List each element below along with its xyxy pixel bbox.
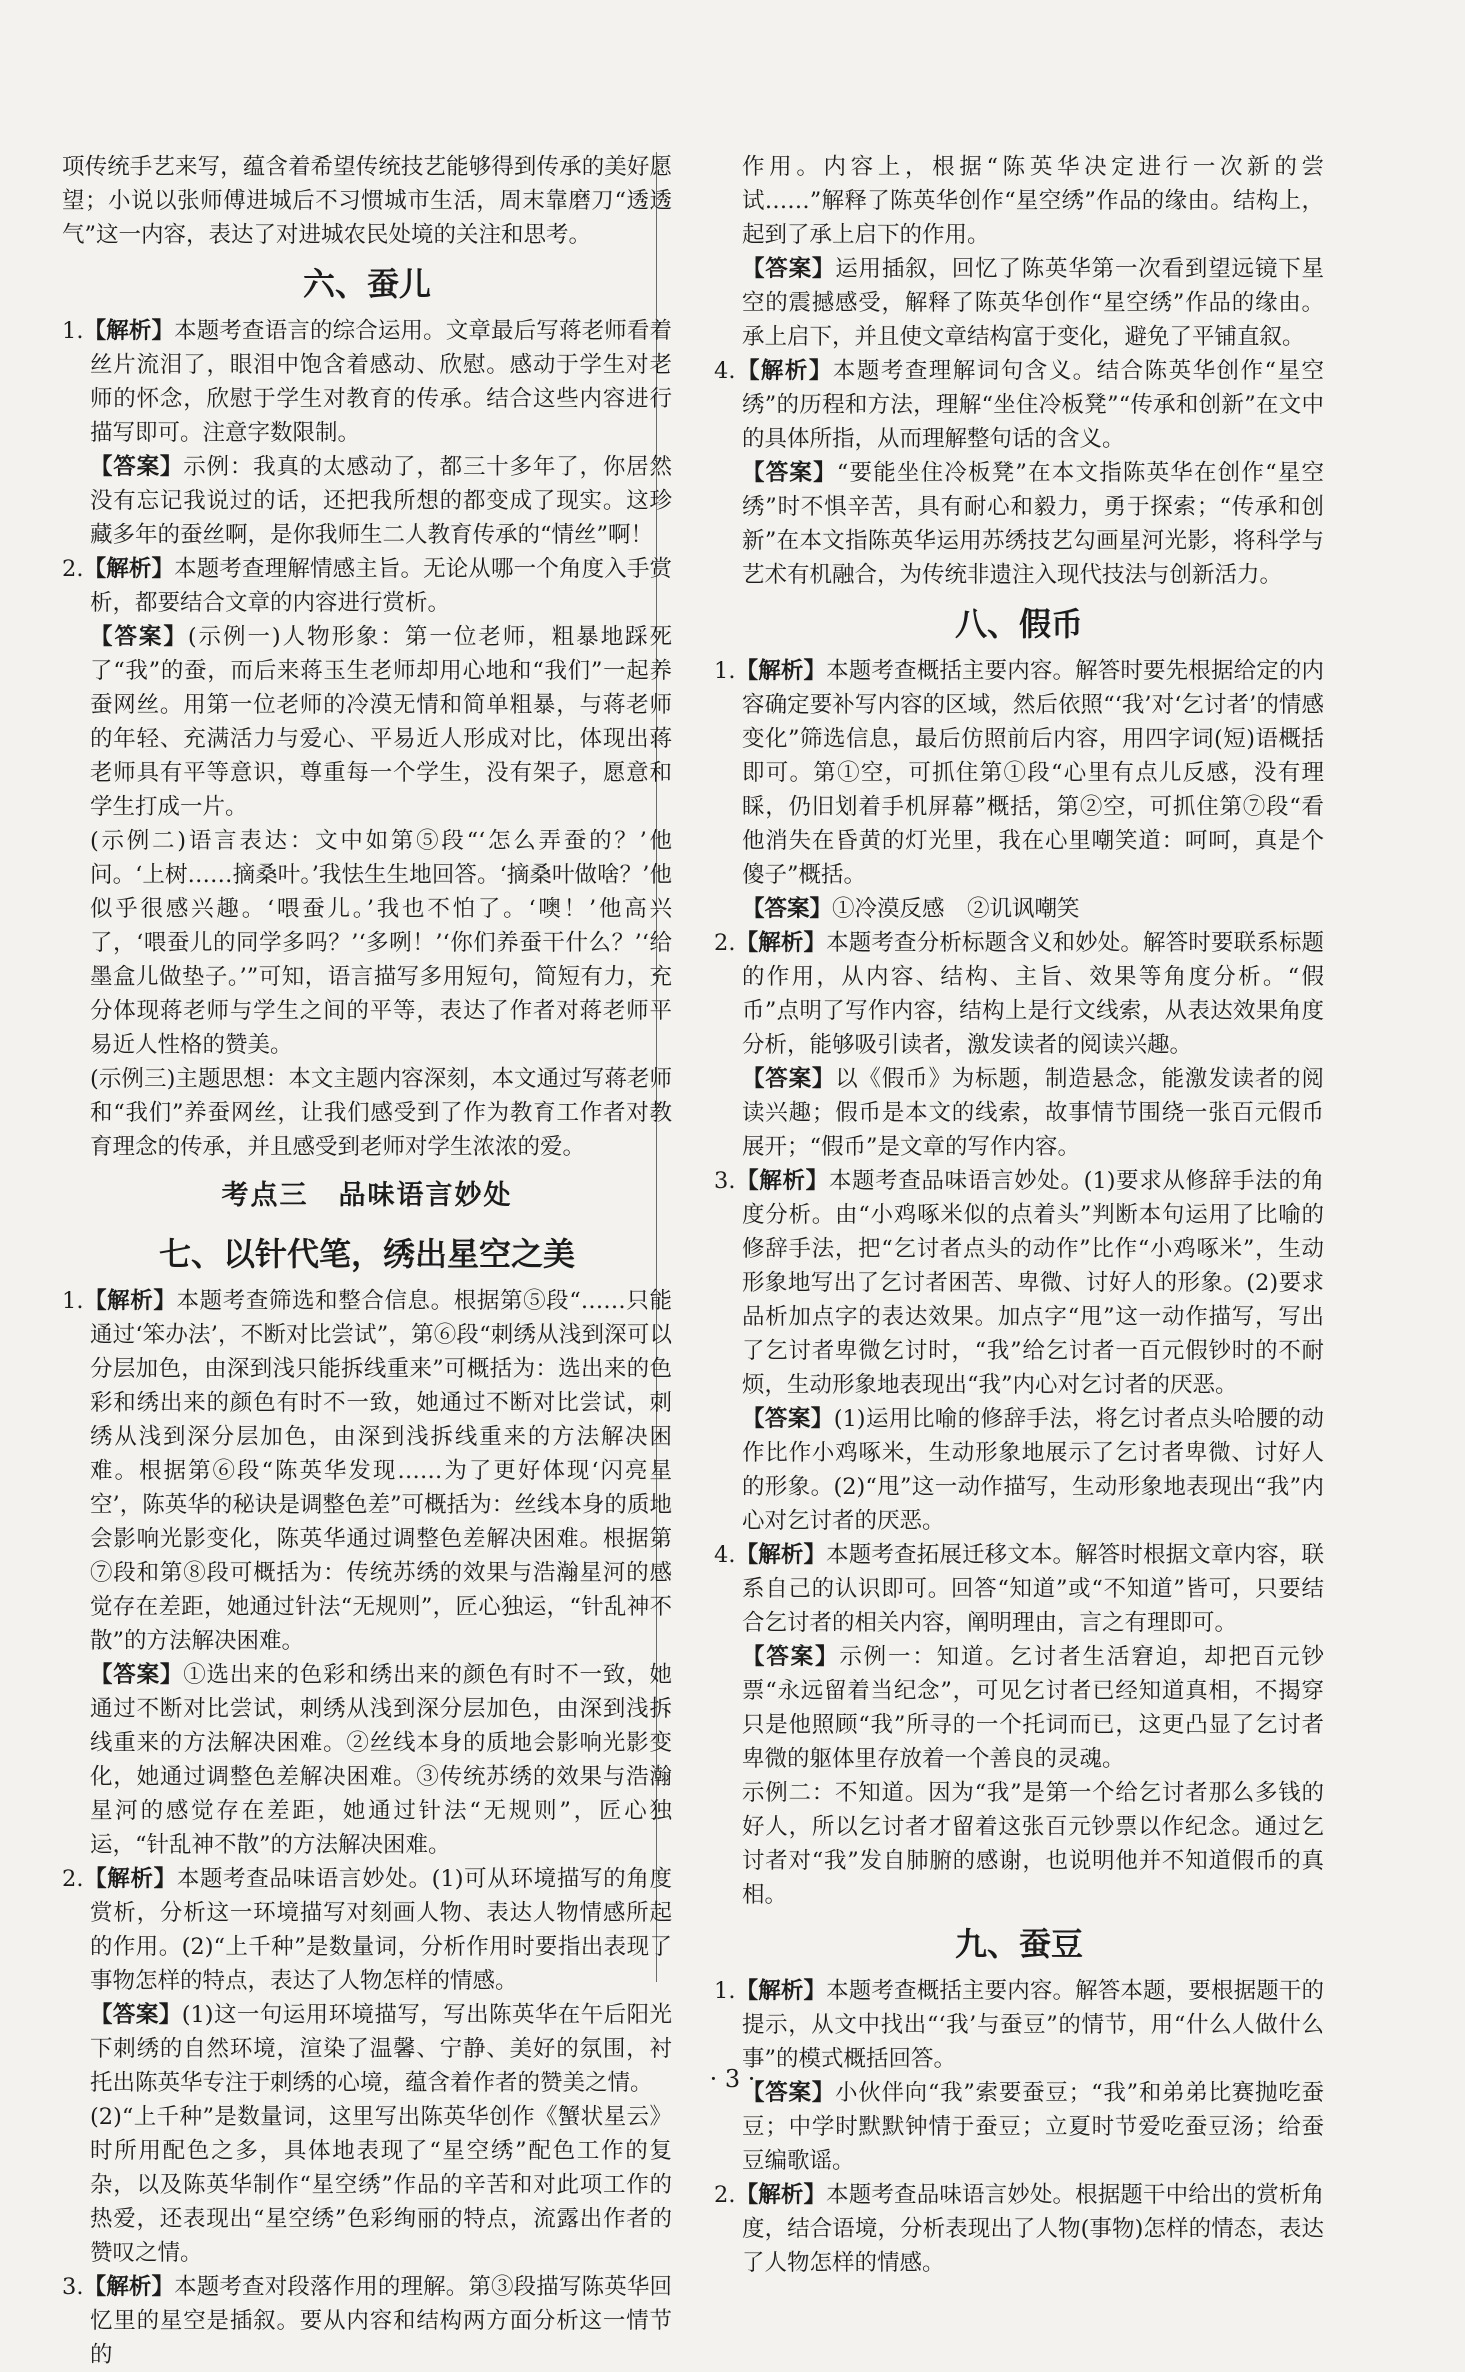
- sec7-q2-answer-2: (2)“上千种”是数量词，这里写出陈英华创作《蟹状星云》时所用配色之多，具体地表现了“星空绣”配色工作的复杂，以及陈英华制作“星空绣”作品的辛苦和对此项工作的热爱，还表现出“星空绣”色彩绚丽的特点，流露出作者的赞叹之情。: [90, 2104, 672, 2266]
- sec6-q2-example-2: (示例二)语言表达：文中如第⑤段“‘怎么弄蚕的？’他问。‘上树……摘桑叶。’我怯生生地回答。‘摘桑叶做啥？’他似乎很感兴趣。‘喂蚕儿。’我也不怕了。‘噢！’他高兴了，‘喂蚕儿的同学多吗？’‘多咧！’‘你们养蚕干什么？’‘给墨盒儿做垫子。’”可知，语言描写多用短句，简短有力，充分体现蒋老师与学生之间的平等，表达了作者对蒋老师平易近人性格的赞美。: [90, 828, 672, 1058]
- sec6-q2-analysis: 2.【解析】本题考查理解情感主旨。无论从哪一个角度入手赏析，都要结合文章的内容进行赏析。: [62, 556, 672, 616]
- sec9-q1-answer: 【答案】小伙伴向“我”索要蚕豆；“我”和弟弟比赛抛吃蚕豆；中学时默默钟情于蚕豆；立夏时节爱吃蚕豆汤；给蚕豆编歌谣。: [742, 2080, 1324, 2174]
- section-8-title: 八、假币: [954, 605, 1083, 643]
- sec8-q2-answer: 【答案】以《假币》为标题，制造悬念，能激发读者的阅读兴趣；假币是本文的线索，故事情节围绕一张百元假币展开；“假币”是文章的写作内容。: [742, 1066, 1324, 1160]
- kaodian-heading: 考点三 品味语言妙处: [221, 1180, 513, 1211]
- sec9-q1-analysis: 1.【解析】本题考查概括主要内容。解答本题，要根据题干的提示，从文中找出“‘我’与蚕豆”的情节，用“什么人做什么事”的模式概括回答。: [714, 1978, 1324, 2072]
- sec6-q1-answer: 【答案】示例：我真的太感动了，都三十多年了，你居然没有忘记我说过的话，还把我所想的都变成了现实。这珍藏多年的蚕丝啊，是你我师生二人教育传承的“情丝”啊！: [90, 454, 672, 548]
- sec8-q1-analysis: 1.【解析】本题考查概括主要内容。解答时要先根据给定的内容确定要补写内容的区域，然后依照“‘我’对‘乞讨者’的情感变化”筛选信息，最后仿照前后内容，用四字词(短)语概括即可。第①空，可抓住第①段“心里有点儿反感，没有理睬，仍旧划着手机屏幕”概括，第②空，可抓住第⑦段“看他消失在昏黄的灯光里，我在心里嘲笑道：呵呵，真是个傻子”概括。: [714, 658, 1324, 888]
- sec7-q4-answer: 【答案】“要能坐住冷板凳”在本文指陈英华在创作“星空绣”时不惧辛苦，具有耐心和毅力，勇于探索；“传承和创新”在本文指陈英华运用苏绣技艺勾画星河光影，将科学与艺术有机融合，为传统非遗注入现代技法与创新活力。: [742, 460, 1324, 588]
- sec8-q1-answer: 【答案】①冷漠反感 ②讥讽嘲笑: [742, 896, 1080, 922]
- sec6-q1-analysis: 1.【解析】本题考查语言的综合运用。文章最后写蒋老师看着丝片流泪了，眼泪中饱含着感动、欣慰。感动于学生对老师的怀念，欣慰于学生对教育的传承。结合这些内容进行描写即可。注意字数限制。: [62, 318, 672, 446]
- sec8-q4-example-2: 示例二：不知道。因为“我”是第一个给乞讨者那么多钱的好人，所以乞讨者才留着这张百元钞票以作纪念。通过乞讨者对“我”发自肺腑的感谢，也说明他并不知道假币的真相。: [742, 1780, 1324, 1908]
- page-number: · 3 ·: [709, 2065, 756, 2093]
- sec8-q3-answer: 【答案】(1)运用比喻的修辞手法，将乞讨者点头哈腰的动作比作小鸡啄米，生动形象地展示了乞讨者卑微、讨好人的形象。(2)“甩”这一动作描写，生动形象地表现出“我”内心对乞讨者的厌恶。: [742, 1406, 1324, 1534]
- section-6-title: 六、蚕儿: [302, 265, 431, 303]
- left-column: [62, 150, 672, 2372]
- intro-paragraph: 项传统手艺来写，蕴含着希望传统技艺能够得到传承的美好愿望；小说以张师傅进城后不习惯城市生活，周末靠磨刀“透透气”这一内容，表达了对进城农民处境的关注和思考。: [62, 154, 672, 248]
- sec7-q1-answer: 【答案】①选出来的色彩和绣出来的颜色有时不一致，她通过不断对比尝试，刺绣从浅到深分层加色，由深到浅拆线重来的方法解决困难。②丝线本身的质地会影响光影变化，她通过调整色差解决困难。③传统苏绣的效果与浩瀚星河的感觉存在差距，她通过针法“无规则”，匠心独运，“针乱神不散”的方法解决困难。: [90, 1662, 672, 1858]
- sec9-q2-analysis: 2.【解析】本题考查品味语言妙处。根据题干中给出的赏析角度，结合语境，分析表现出了人物(事物)怎样的情态，表达了人物怎样的情感。: [714, 2182, 1324, 2276]
- sec7-q2-answer: 【答案】(1)这一句运用环境描写，写出陈英华在午后阳光下刺绣的自然环境，渲染了温馨、宁静、美好的氛围，衬托出陈英华专注于刺绣的心境，蕴含着作者的赞美之情。: [90, 2002, 672, 2096]
- sec8-q4-answer: 【答案】示例一：知道。乞讨者生活窘迫，却把百元钞票“永远留着当纪念”，可见乞讨者已经知道真相，不揭穿只是他照顾“我”所寻的一个托词而已，这更凸显了乞讨者卑微的躯体里存放着一个善良的灵魂。: [742, 1644, 1324, 1772]
- sec8-q4-analysis: 4.【解析】本题考查拓展迁移文本。解答时根据文章内容，联系自己的认识即可。回答“知道”或“不知道”皆可，只要结合乞讨者的相关内容，阐明理由，言之有理即可。: [714, 1542, 1324, 1636]
- sec7-q4-analysis: 4.【解析】本题考查理解词句含义。结合陈英华创作“星空绣”的历程和方法，理解“坐住冷板凳”“传承和创新”在文中的具体所指，从而理解整句话的含义。: [714, 358, 1324, 452]
- sec8-q3-analysis: 3.【解析】本题考查品味语言妙处。(1)要求从修辞手法的角度分析。由“小鸡啄米似的点着头”判断本句运用了比喻的修辞手法，把“乞讨者点头的动作”比作“小鸡啄米”，生动形象地写出了乞讨者困苦、卑微、讨好人的形象。(2)要求品析加点字的表达效果。加点字“甩”这一动作描写，写出了乞讨者卑微乞讨时，“我”给乞讨者一百元假钞时的不耐烦，生动形象地表现出“我”内心对乞讨者的厌恶。: [714, 1168, 1324, 1398]
- sec7-q3-analysis: 3.【解析】本题考查对段落作用的理解。第③段描写陈英华回忆里的星空是插叙。要从内容和结构两方面分析这一情节的: [62, 2274, 672, 2368]
- sec6-q2-answer: 【答案】(示例一)人物形象：第一位老师，粗暴地踩死了“我”的蚕，而后来蒋玉生老师却用心地和“我们”一起养蚕网丝。用第一位老师的冷漠无情和简单粗暴，与蒋老师的年轻、充满活力与爱心、平易近人形成对比，体现出蒋老师具有平等意识，尊重每一个学生，没有架子，愿意和学生打成一片。: [90, 624, 672, 820]
- sec7-q3-answer: 【答案】运用插叙，回忆了陈英华第一次看到望远镜下星空的震撼感受，解释了陈英华创作“星空绣”作品的缘由。承上启下，并且使文章结构富于变化，避免了平铺直叙。: [742, 256, 1324, 350]
- section-9-title: 九、蚕豆: [954, 1925, 1083, 1963]
- right-column: [714, 150, 1324, 2280]
- sec6-q2-example-3: (示例三)主题思想：本文主题内容深刻，本文通过写蒋老师和“我们”养蚕网丝，让我们感受到了作为教育工作者对教育理念的传承，并且感受到老师对学生浓浓的爱。: [90, 1066, 672, 1160]
- section-7-title: 七、以针代笔，绣出星空之美: [158, 1235, 575, 1273]
- sec7-q2-analysis: 2.【解析】本题考查品味语言妙处。(1)可从环境描写的角度赏析，分析这一环境描写对刻画人物、表达人物情感所起的作用。(2)“上千种”是数量词，分析作用时要指出表现了事物怎样的特点，表达了人物怎样的情感。: [62, 1866, 672, 1994]
- sec8-q2-analysis: 2.【解析】本题考查分析标题含义和妙处。解答时要联系标题的作用，从内容、结构、主旨、效果等角度分析。“假币”点明了写作内容，结构上是行文线索，从表达效果角度分析，能够吸引读者，激发读者的阅读兴趣。: [714, 930, 1324, 1058]
- sec7-q1-analysis: 1.【解析】本题考查筛选和整合信息。根据第⑤段“……只能通过‘笨办法’，不断对比尝试”，第⑥段“刺绣从浅到深可以分层加色，由深到浅只能拆线重来”可概括为：选出来的色彩和绣出来的颜色有时不一致，她通过不断对比尝试，刺绣从浅到深分层加色，由深到浅拆线重来的方法解决困难。根据第⑥段“陈英华发现……为了更好体现‘闪亮星空’，陈英华的秘诀是调整色差”可概括为：丝线本身的质地会影响光影变化，陈英华通过调整色差解决困难。根据第⑦段和第⑧段可概括为：传统苏绣的效果与浩瀚星河的感觉存在差距，她通过针法“无规则”，匠心独运，“针乱神不散”的方法解决困难。: [62, 1288, 672, 1654]
- sec7-q3-continued: 作用。内容上，根据“陈英华决定进行一次新的尝试……”解释了陈英华创作“星空绣”作品的缘由。结构上，起到了承上启下的作用。: [742, 154, 1324, 248]
